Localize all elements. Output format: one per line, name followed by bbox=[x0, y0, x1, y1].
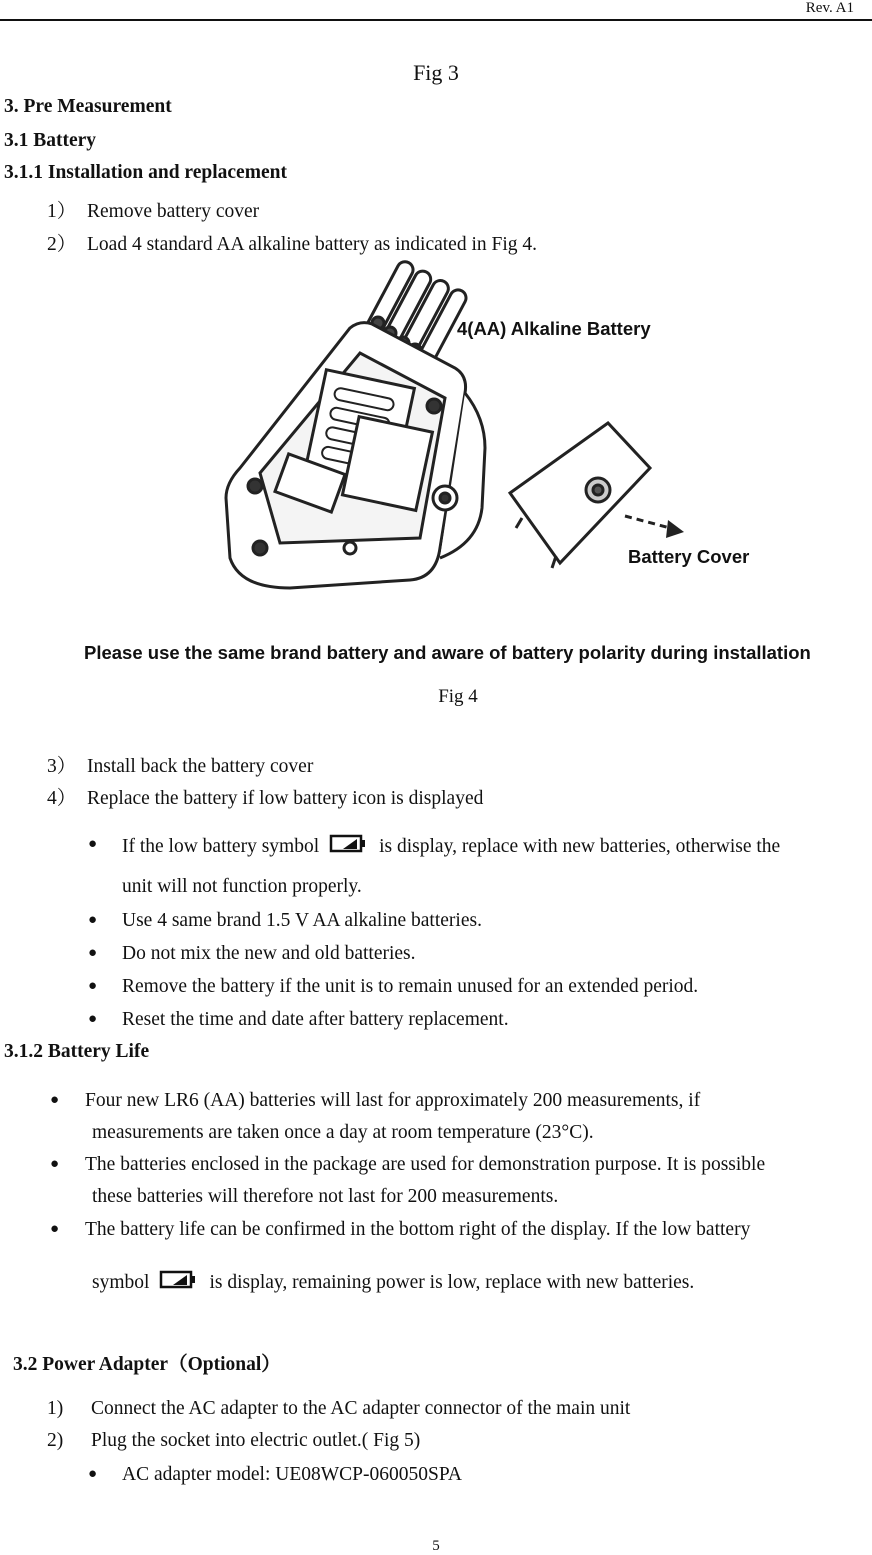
step-4 bbox=[47, 782, 483, 810]
section-3-1-heading: 3.1 Battery bbox=[4, 130, 97, 151]
adapter-step-1 bbox=[47, 1398, 630, 1420]
adapter-step-1-number: 1) bbox=[47, 1398, 64, 1419]
step-3-text: Install back the battery cover bbox=[87, 756, 314, 777]
fig3-caption: Fig 3 bbox=[413, 60, 459, 85]
bullet-no-mix: Do not mix the new and old batteries. bbox=[122, 943, 416, 964]
bullet-same-brand: Use 4 same brand 1.5 V AA alkaline batteries. bbox=[122, 910, 482, 931]
battery-life-bullet-1-line1: Four new LR6 (AA) batteries will last for approximately 200 measurements, if bbox=[85, 1090, 701, 1111]
section-3-1-2-heading: 3.1.2 Battery Life bbox=[4, 1041, 150, 1062]
step-1-number: 1） bbox=[47, 201, 77, 222]
bullet-low-battery bbox=[122, 834, 780, 860]
adapter-step-2 bbox=[47, 1430, 420, 1452]
step-3 bbox=[47, 750, 313, 778]
step-2 bbox=[47, 228, 537, 256]
battery-life-bullet-3-pre: symbol bbox=[92, 1272, 150, 1293]
header-rule bbox=[0, 19, 872, 21]
section-3-2-heading: 3.2 Power Adapter（Optional） bbox=[13, 1354, 281, 1375]
bullet-low-battery-pre: If the low battery symbol bbox=[122, 836, 320, 857]
fig4-caption: Fig 4 bbox=[438, 686, 478, 707]
battery-life-bullet-3-post: is display, remaining power is low, replace with new batteries. bbox=[209, 1272, 695, 1293]
step-1-text: Remove battery cover bbox=[87, 201, 260, 222]
bullet-dot: ● bbox=[88, 836, 98, 852]
battery-life-bullet-3-line2 bbox=[92, 1270, 694, 1296]
bullet-dot: ● bbox=[88, 1466, 98, 1482]
page-number: 5 bbox=[432, 1538, 440, 1554]
adapter-step-2-text: Plug the socket into electric outlet.( Fig 5) bbox=[91, 1430, 421, 1451]
battery-life-bullet-2-line1: The batteries enclosed in the package are used for demonstration purpose. It is possible bbox=[85, 1154, 766, 1175]
adapter-step-1-text: Connect the AC adapter to the AC adapter connector of the main unit bbox=[91, 1398, 631, 1419]
battery-life-bullet-1-line2: measurements are taken once a day at room temperature (23°C). bbox=[92, 1122, 594, 1143]
bullet-dot: ● bbox=[50, 1221, 60, 1237]
step-3-number: 3） bbox=[47, 756, 77, 777]
bullet-dot: ● bbox=[88, 912, 98, 928]
section-3-heading: 3. Pre Measurement bbox=[4, 96, 172, 117]
bullet-low-battery-line2: unit will not function properly. bbox=[122, 876, 362, 897]
revision-label: Rev. A1 bbox=[805, 0, 854, 16]
adapter-step-2-number: 2) bbox=[47, 1430, 64, 1451]
polarity-note: Please use the same brand battery and aware of battery polarity during installation bbox=[84, 642, 811, 663]
monitor-device-drawing bbox=[226, 323, 485, 588]
low-battery-icon bbox=[329, 834, 369, 860]
battery-label: 4(AA) Alkaline Battery bbox=[457, 318, 651, 339]
bullet-dot: ● bbox=[88, 978, 98, 994]
step-2-number: 2） bbox=[47, 234, 77, 255]
step-4-number: 4） bbox=[47, 788, 77, 809]
bullet-low-battery-post: is display, replace with new batteries, otherwise the bbox=[379, 836, 781, 857]
battery-life-bullet-3-line1: The battery life can be confirmed in the bottom right of the display. If the low battery bbox=[85, 1219, 751, 1240]
bullet-dot: ● bbox=[50, 1092, 60, 1108]
bullet-reset-time: Reset the time and date after battery replacement. bbox=[122, 1009, 509, 1030]
adapter-model-bullet: AC adapter model: UE08WCP-060050SPA bbox=[122, 1464, 462, 1485]
step-4-text: Replace the battery if low battery icon is displayed bbox=[87, 788, 484, 809]
bullet-dot: ● bbox=[88, 1011, 98, 1027]
bullet-dot: ● bbox=[50, 1156, 60, 1172]
bullet-dot: ● bbox=[88, 945, 98, 961]
section-3-1-1-heading: 3.1.1 Installation and replacement bbox=[4, 162, 287, 183]
step-1 bbox=[47, 195, 259, 223]
bullet-remove-battery: Remove the battery if the unit is to remain unused for an extended period. bbox=[122, 976, 699, 997]
battery-life-bullet-2-line2: these batteries will therefore not last for 200 measurements. bbox=[92, 1186, 559, 1207]
battery-cover-label: Battery Cover bbox=[628, 546, 750, 567]
low-battery-icon bbox=[159, 1270, 199, 1296]
step-2-text: Load 4 standard AA alkaline battery as indicated in Fig 4. bbox=[87, 234, 538, 255]
